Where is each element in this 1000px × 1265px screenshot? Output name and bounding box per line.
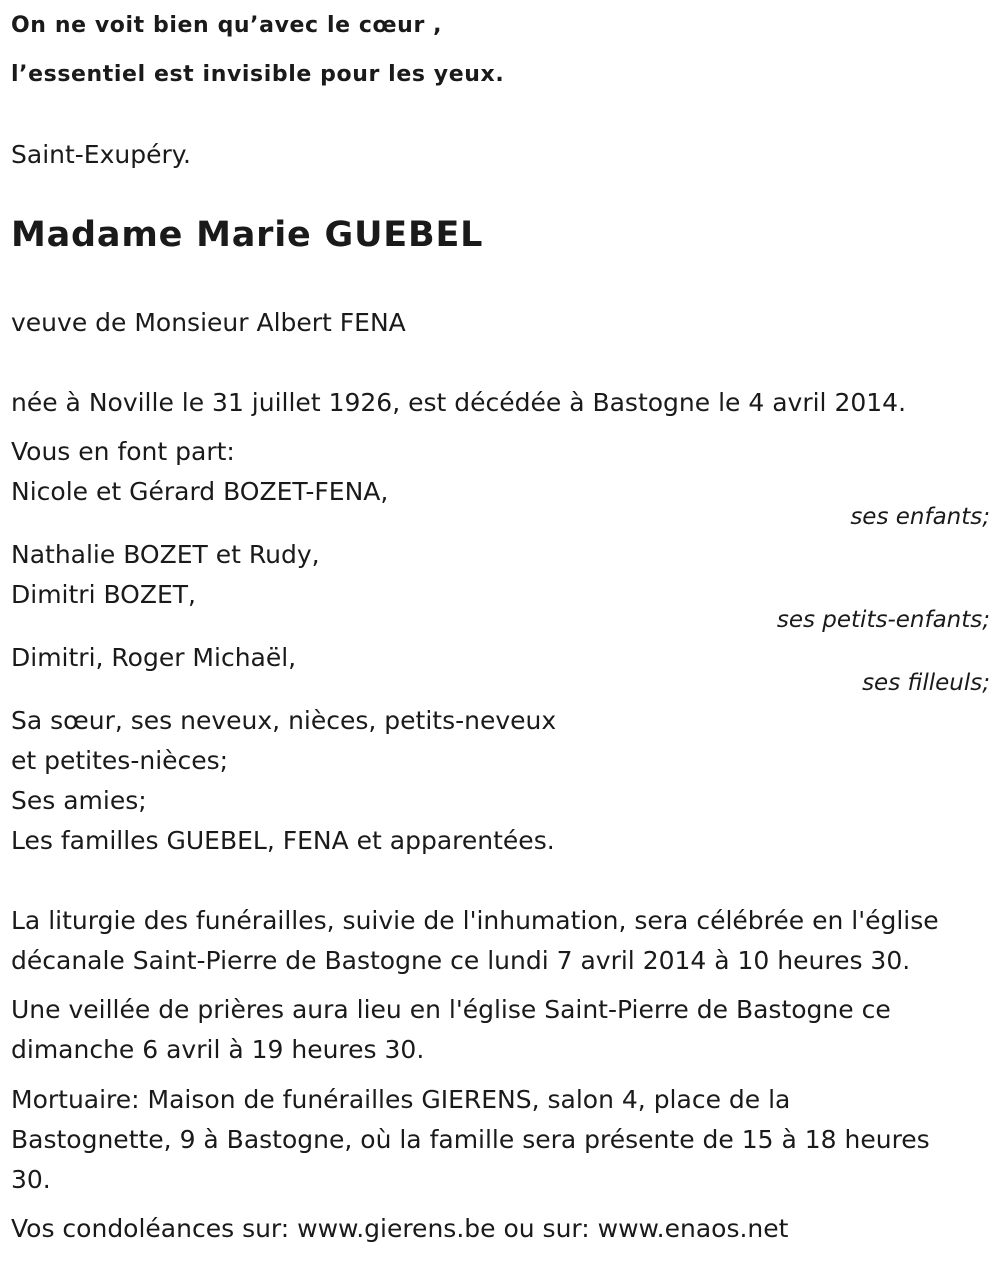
quote-line-1: On ne voit bien qu’avec le cœur , xyxy=(11,13,443,38)
birth-death-line: née à Noville le 31 juillet 1926, est décédée à Bastogne le 4 avril 2014. xyxy=(11,388,907,417)
grandchildren-line-2: Dimitri BOZET, xyxy=(11,580,196,609)
spouse-line: veuve de Monsieur Albert FENA xyxy=(11,308,406,337)
vigil-line-1: Une veillée de prières aura lieu en l'église Saint-Pierre de Bastogne ce xyxy=(11,995,891,1024)
godchildren-names: Dimitri, Roger Michaël, xyxy=(11,643,297,672)
families-line: Les familles GUEBEL, FENA et apparentées. xyxy=(11,826,555,855)
deceased-name: Madame Marie GUEBEL xyxy=(11,215,484,255)
announcement-intro: Vous en font part: xyxy=(11,437,235,466)
mortuary-line-3: 30. xyxy=(11,1165,51,1194)
godchildren-role: ses filleuls; xyxy=(862,670,990,696)
quote-line-2: l’essentiel est invisible pour les yeux. xyxy=(11,62,505,87)
grandchildren-role: ses petits-enfants; xyxy=(776,607,990,633)
quote-author: Saint-Exupéry. xyxy=(11,140,191,169)
mortuary-line-1: Mortuaire: Maison de funérailles GIERENS, salon 4, place de la xyxy=(11,1085,791,1114)
mortuary-line-2: Bastognette, 9 à Bastogne, où la famille sera présente de 15 à 18 heures xyxy=(11,1125,930,1154)
children-names: Nicole et Gérard BOZET-FENA, xyxy=(11,477,389,506)
condolences-line: Vos condoléances sur: www.gierens.be ou sur: www.enaos.net xyxy=(11,1214,789,1243)
children-role: ses enfants; xyxy=(850,504,990,530)
liturgy-line-1: La liturgie des funérailles, suivie de l'inhumation, sera célébrée en l'église xyxy=(11,906,939,935)
liturgy-line-2: décanale Saint-Pierre de Bastogne ce lundi 7 avril 2014 à 10 heures 30. xyxy=(11,946,911,975)
grandchildren-line-1: Nathalie BOZET et Rudy, xyxy=(11,540,320,569)
vigil-line-2: dimanche 6 avril à 19 heures 30. xyxy=(11,1035,425,1064)
other-relatives-line-2: et petites-nièces; xyxy=(11,746,229,775)
other-relatives-line-1: Sa sœur, ses neveux, nièces, petits-neveux xyxy=(11,706,557,735)
friends-line: Ses amies; xyxy=(11,786,147,815)
